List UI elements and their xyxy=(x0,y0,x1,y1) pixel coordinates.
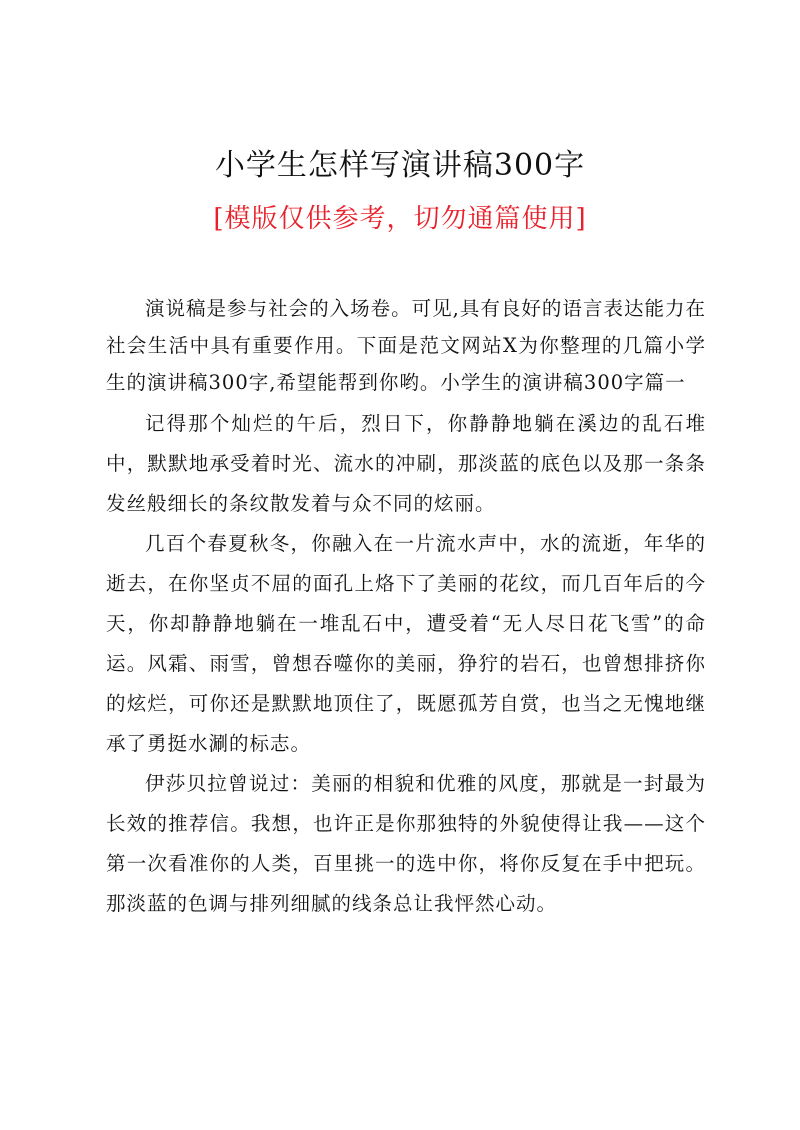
paragraph-seasons: 几百个春夏秋冬，你融入在一片流水声中，水的流逝，年华的逝去，在你坚贞不屈的面孔上烙下了美丽的花纹，而几百年后的今天，你却静静地躺在一堆乱石中，遭受着“无人尽日花飞雪”的命运。风霜、雨雪，曾想吞噬你的美丽，狰狞的岩石，也曾想排挤你的炫烂，可你还是默默地顶住了，既愿孤芳自赏，也当之无愧地继承了勇挺水涮的标志。 xyxy=(106,532,706,755)
paragraph-isabella: 伊莎贝拉曾说过：美丽的相貌和优雅的风度，那就是一封最为长效的推荐信。我想，也许正是你那独特的外貌使得让我——这个第一次看准你的人类，百里挑一的选中你，将你反复在手中把玩。那淡蓝的色调与排列细腻的线条总让我怦然心动。 xyxy=(106,772,706,915)
document-title: 小学生怎样写演讲稿300字 xyxy=(214,148,586,183)
document-body xyxy=(106,290,706,924)
paragraph-afternoon: 记得那个灿烂的午后，烈日下，你静静地躺在溪边的乱石堆中，默默地承受着时光、流水的冲刷，那淡蓝的底色以及那一条条发丝般细长的条纹散发着与众不同的炫丽。 xyxy=(106,412,706,515)
paragraph-intro: 演说稿是参与社会的入场卷。可见,具有良好的语言表达能力在社会生活中具有重要作用。下面是范文网站X为你整理的几篇小学生的演讲稿300字,希望能帮到你哟。小学生的演讲稿300字篇一 xyxy=(106,297,706,394)
template-notice: [模版仅供参考，切勿通篇使用] xyxy=(213,204,587,234)
